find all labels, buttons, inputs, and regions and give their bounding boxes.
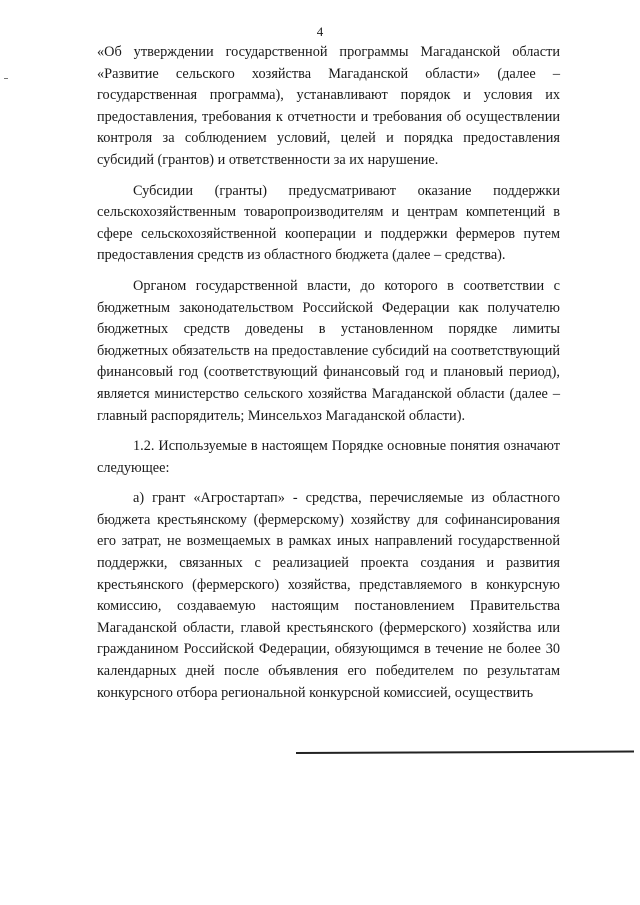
- margin-mark: [4, 78, 8, 79]
- paragraph-agrostartup-definition: а) грант «Агростартап» - средства, перечисляемые из областного бюджета крестьянскому (фермерскому) хозяйству для софинансирования его затрат, не возмещаемых в рамках иных направлений государственной поддержки, связанных с реализацией проекта создания и развития крестьянского (фермерского) хозяйства, представляемого в конкурсную комиссию, создаваемую настоящим постановлением Правительства Магаданской области, главой крестьянского (фермерского) хозяйства или гражданином Российской Федерации, обязующимся в течение не более 30 календарных дней после объявления его победителем по результатам конкурсного отбора региональной конкурсной комиссией, осуществить: [97, 490, 560, 701]
- footer-rule: [296, 751, 634, 754]
- paragraph-main-administrator: Органом государственной власти, до которого в соответствии с бюджетным законодательством Российской Федерации как получателю бюджетных средств доведены в установленном порядке лимиты бюджетных обязательств на предоставление субсидий на соответствующий финансовый год (соответствующий финансовый год и плановый период), является министерство сельского хозяйства Магаданской области (далее – главный распорядитель; Минсельхоз Магаданской области).: [97, 277, 560, 424]
- page-number: 4: [316, 24, 324, 39]
- paragraph-definitions-intro: 1.2. Используемые в настоящем Порядке основные понятия означают следующее:: [97, 438, 560, 476]
- document-body: [97, 42, 560, 704]
- paragraph-program-reference: «Об утверждении государственной программы Магаданской области «Развитие сельского хозяйства Магаданской области» (далее – государственная программа), устанавливают порядок и условия их предоставления, требования к отчетности и требования об осуществлении контроля за соблюдением условий, целей и порядка предоставления субсидий (грантов) и ответственности за их нарушение.: [97, 44, 560, 168]
- paragraph-subsidies-purpose: Субсидии (гранты) предусматривают оказание поддержки сельскохозяйственным товаропроизводителям и центрам компетенций в сфере сельскохозяйственной кооперации и поддержки фермеров путем предоставления средств из областного бюджета (далее – средства).: [97, 182, 560, 264]
